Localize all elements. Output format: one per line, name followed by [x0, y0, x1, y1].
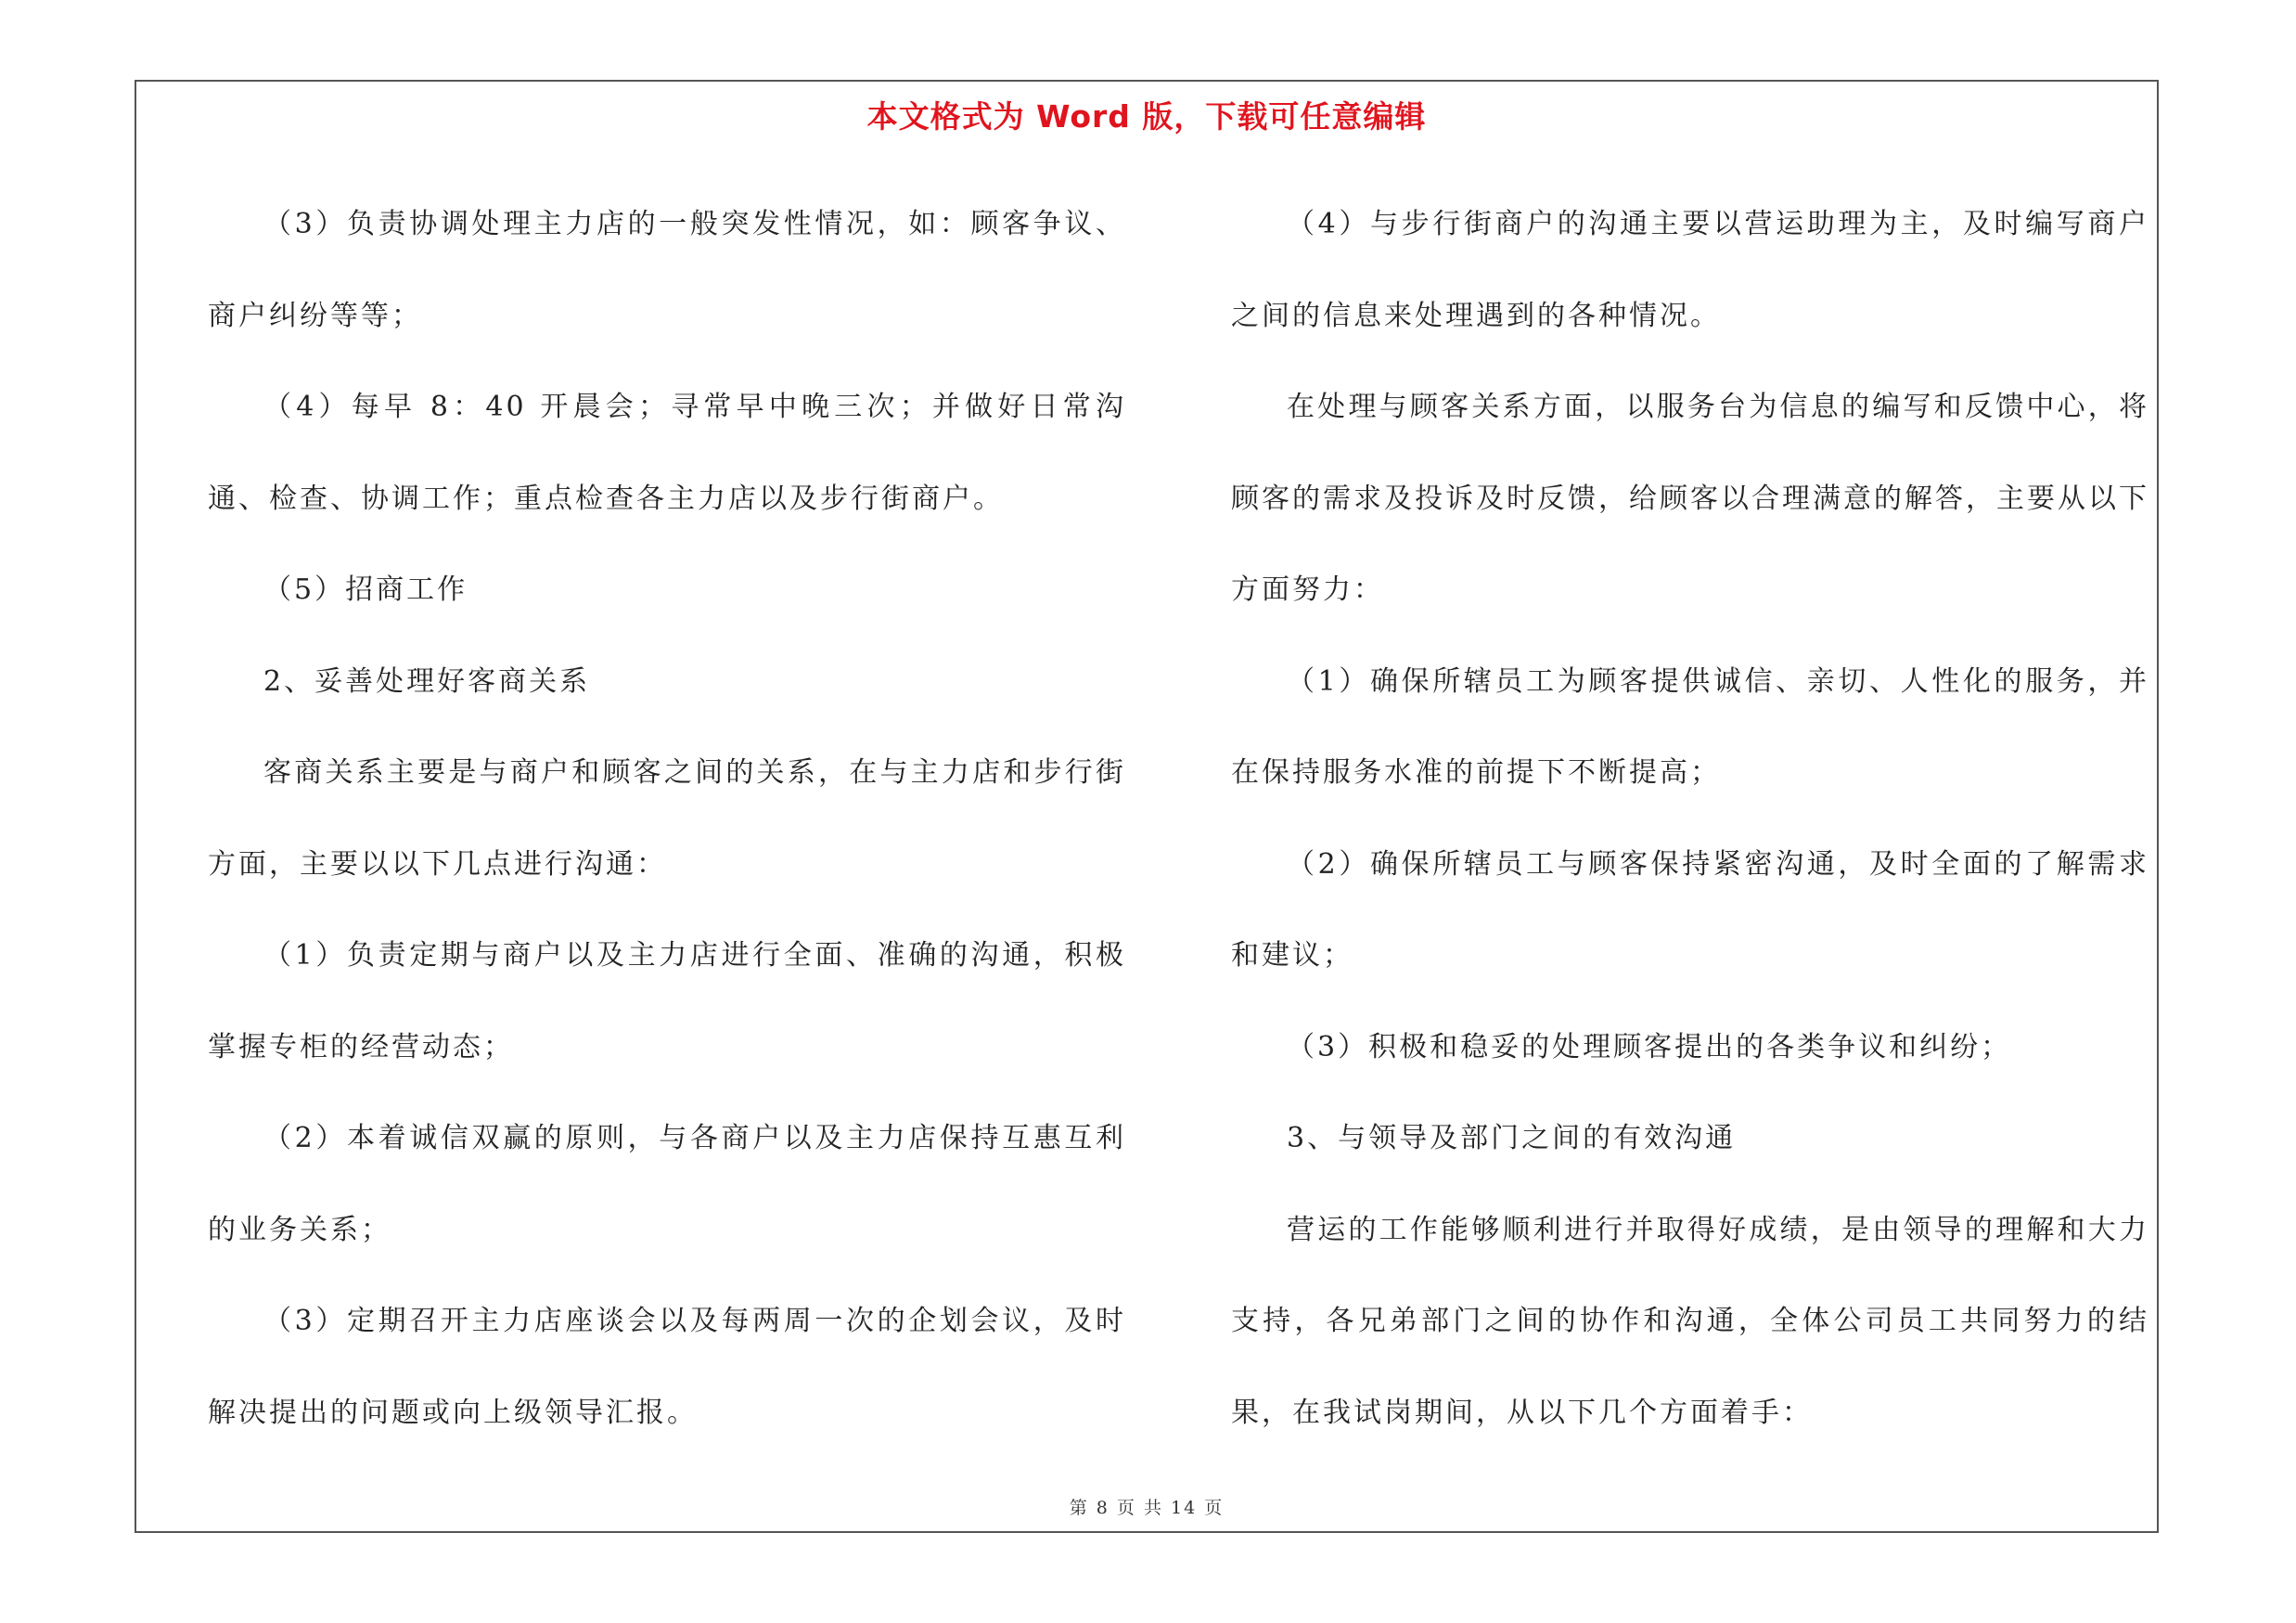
word-format-banner: 本文格式为 Word 版，下载可任意编辑	[866, 98, 1427, 135]
left-column	[208, 179, 1126, 1459]
paragraph: （4）每早 8：40 开晨会；寻常早中晚三次；并做好日常沟通、检查、协调工作；重点检查各主力店以及步行街商户。	[208, 391, 1126, 515]
right-column	[1231, 179, 2149, 1459]
paragraph: （1）负责定期与商户以及主力店进行全面、准确的沟通，积极掌握专柜的经营动态；	[208, 939, 1126, 1063]
paragraph: 在处理与顾客关系方面，以服务台为信息的编写和反馈中心，将顾客的需求及投诉及时反馈，给顾客以合理满意的解答，主要从以下方面努力：	[1231, 391, 2149, 606]
paragraph: （3）积极和稳妥的处理顾客提出的各类争议和纠纷；	[1287, 1030, 2012, 1063]
paragraph: 营运的工作能够顺利进行并取得好成绩，是由领导的理解和大力支持，各兄弟部门之间的协作和沟通，全体公司员工共同努力的结果，在我试岗期间，从以下几个方面着手：	[1231, 1213, 2149, 1429]
paragraph: （2）确保所辖员工与顾客保持紧密沟通，及时全面的了解需求和建议；	[1231, 847, 2149, 972]
page-number: 第 8 页 共 14 页	[1069, 1498, 1225, 1518]
section-heading: 2、妥善处理好客商关系	[263, 664, 591, 698]
paragraph: 客商关系主要是与商户和顾客之间的关系，在与主力店和步行街方面，主要以以下几点进行沟通：	[208, 756, 1126, 881]
paragraph: （5）招商工作	[263, 573, 468, 606]
paragraph: （3）负责协调处理主力店的一般突发性情况，如：顾客争议、商户纠纷等等；	[208, 208, 1126, 332]
paragraph: （3）定期召开主力店座谈会以及每两周一次的企划会议，及时解决提出的问题或向上级领导汇报。	[208, 1305, 1126, 1429]
paragraph: （1）确保所辖员工为顾客提供诚信、亲切、人性化的服务，并在保持服务水准的前提下不断提高；	[1231, 664, 2149, 789]
paragraph: （4）与步行街商户的沟通主要以营运助理为主，及时编写商户之间的信息来处理遇到的各种情况。	[1231, 208, 2149, 332]
section-heading: 3、与领导及部门之间的有效沟通	[1287, 1122, 1737, 1154]
document-page	[135, 80, 2159, 1533]
paragraph: （2）本着诚信双赢的原则，与各商户以及主力店保持互惠互利的业务关系；	[208, 1122, 1126, 1246]
